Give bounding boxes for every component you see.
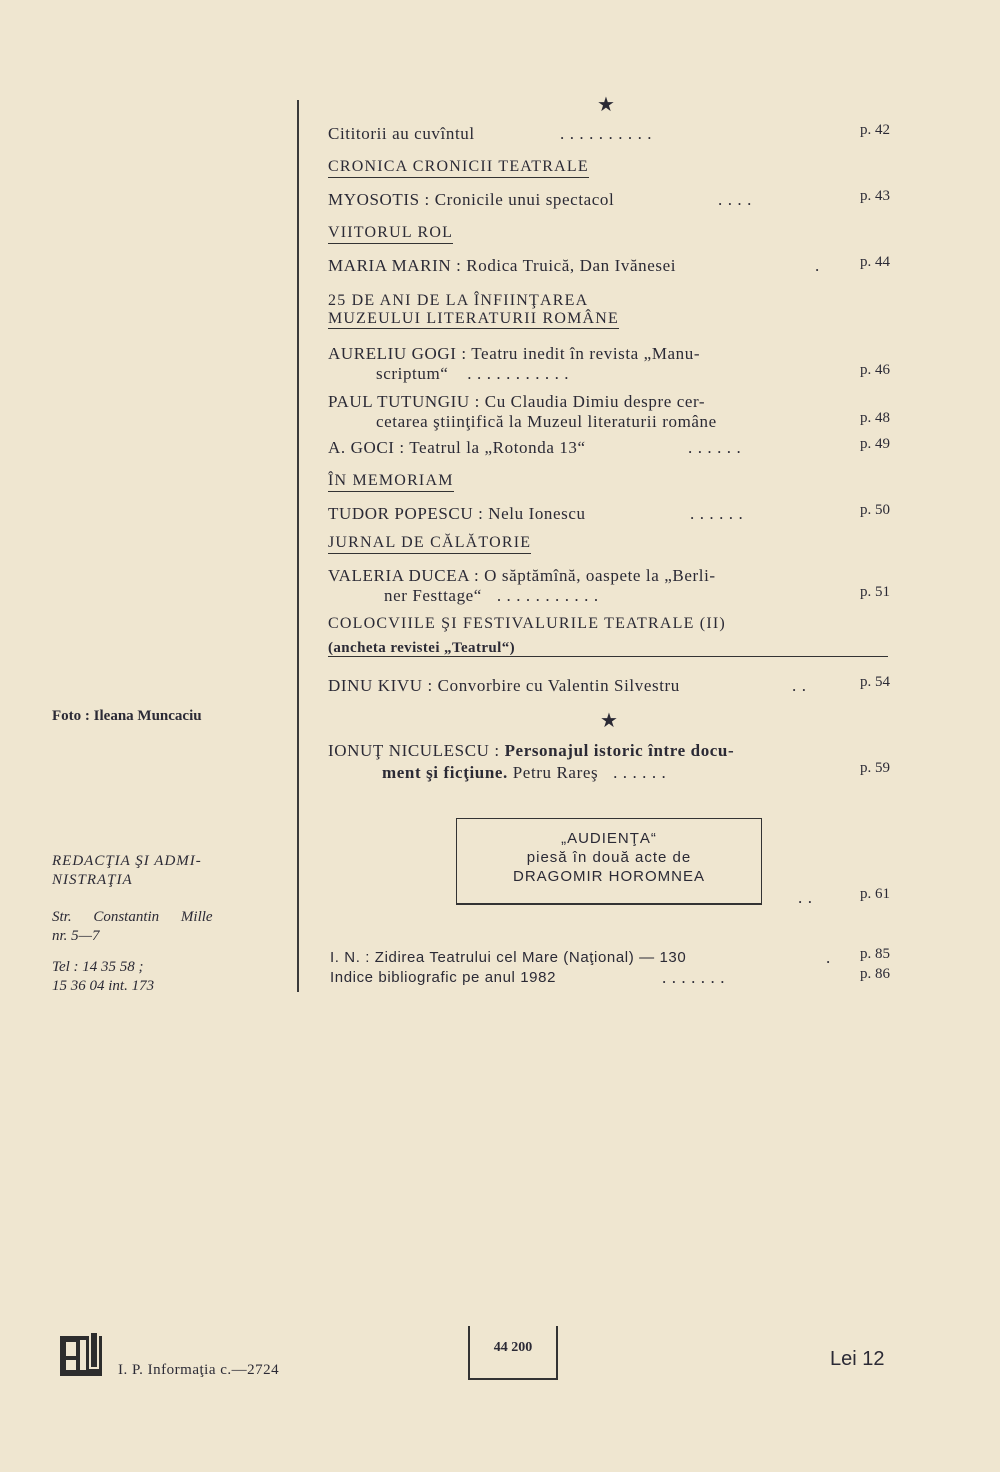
code-box: 44 200: [468, 1326, 558, 1380]
page-number: p. 43: [860, 188, 890, 204]
section-heading: JURNAL DE CĂLĂTORIE: [328, 534, 531, 554]
star-icon: ★: [600, 710, 618, 732]
toc-entry: MARIA MARIN : Rodica Truică, Dan Ivănesei: [328, 256, 677, 275]
price: Lei 12: [830, 1348, 885, 1370]
phone: Tel : 14 35 58 ; 15 36 04 int. 173: [52, 959, 155, 994]
toc-entry: PAUL TUTUNGIU : Cu Claudia Dimiu despre cer- cetarea ştiinţifică la Muzeul literaturii române: [328, 392, 717, 431]
editorial-title: REDACŢIA ŞI ADMI- NISTRAŢIA: [52, 853, 202, 888]
star-icon: ★: [597, 94, 615, 116]
section-heading: COLOCVIILE ŞI FESTIVALURILE TEATRALE (II) (ancheta revistei „Teatrul“): [328, 615, 726, 656]
dot-leader: . .: [798, 888, 813, 907]
page-number: p. 42: [860, 122, 890, 138]
page-number: p. 50: [860, 502, 890, 518]
page-number: p. 54: [860, 674, 890, 690]
toc-entry: I. N. : Zidirea Teatrului cel Mare (Naţional) — 130: [330, 949, 687, 966]
toc-entry: Indice bibliografic pe anul 1982: [330, 969, 557, 986]
dot-leader: . . . . . .: [690, 504, 744, 523]
column-divider: [297, 100, 299, 992]
printer-logo-icon: [58, 1330, 104, 1378]
toc-entry: IONUŢ NICULESCU : Personajul istoric între docu- ment şi ficţiune. Petru Rareş . . . . . .: [328, 741, 735, 782]
toc-entry: A. GOCI : Teatrul la „Rotonda 13“: [328, 438, 586, 457]
page-number: p. 51: [860, 584, 890, 600]
page-number: p. 46: [860, 362, 890, 378]
page-number: p. 48: [860, 410, 890, 426]
dot-leader: . . . . . .: [688, 438, 742, 457]
play-box: „AUDIENŢA“ piesă în două acte de DRAGOMIR HOROMNEA: [456, 818, 762, 905]
dot-leader: .: [826, 948, 831, 967]
toc-entry: Cititorii au cuvîntul: [328, 124, 475, 143]
page-number: p. 44: [860, 254, 890, 270]
dot-leader: . . . .: [718, 190, 752, 209]
section-heading: CRONICA CRONICII TEATRALE: [328, 158, 589, 178]
dot-leader: . . . . . . . . . .: [560, 124, 653, 143]
toc-entry: MYOSOTIS : Cronicile unui spectacol: [328, 190, 615, 209]
page-number: p. 49: [860, 436, 890, 452]
dot-leader: .: [815, 256, 820, 275]
toc-entry: VALERIA DUCEA : O săptămînă, oaspete la „Berli- ner Festtage“ . . . . . . . . . . .: [328, 566, 716, 605]
page-number: p. 59: [860, 760, 890, 776]
toc-entry: TUDOR POPESCU : Nelu Ionescu: [328, 504, 586, 523]
photo-credit: Foto : Ileana Muncaciu: [52, 708, 202, 724]
toc-entry: AURELIU GOGI : Teatru inedit în revista „Manu- scriptum“ . . . . . . . . . . .: [328, 344, 701, 383]
address: Str. Constantin Mille nr. 5—7: [52, 909, 213, 944]
section-heading: VIITORUL ROL: [328, 224, 453, 244]
printer-info: I. P. Informaţia c.—2724: [118, 1362, 280, 1378]
dot-leader: . . . . . . .: [662, 968, 726, 987]
section-heading: ÎN MEMORIAM: [328, 472, 454, 492]
section-heading: 25 DE ANI DE LA ÎNFIINŢAREA MUZEULUI LITERATURII ROMÂNE: [328, 292, 620, 327]
page-number: p. 61: [860, 886, 890, 902]
divider: [328, 656, 888, 657]
dot-leader: . .: [792, 676, 807, 695]
page-number: p. 86: [860, 966, 890, 982]
page-number: p. 85: [860, 946, 890, 962]
toc-entry: DINU KIVU : Convorbire cu Valentin Silvestru: [328, 676, 680, 695]
